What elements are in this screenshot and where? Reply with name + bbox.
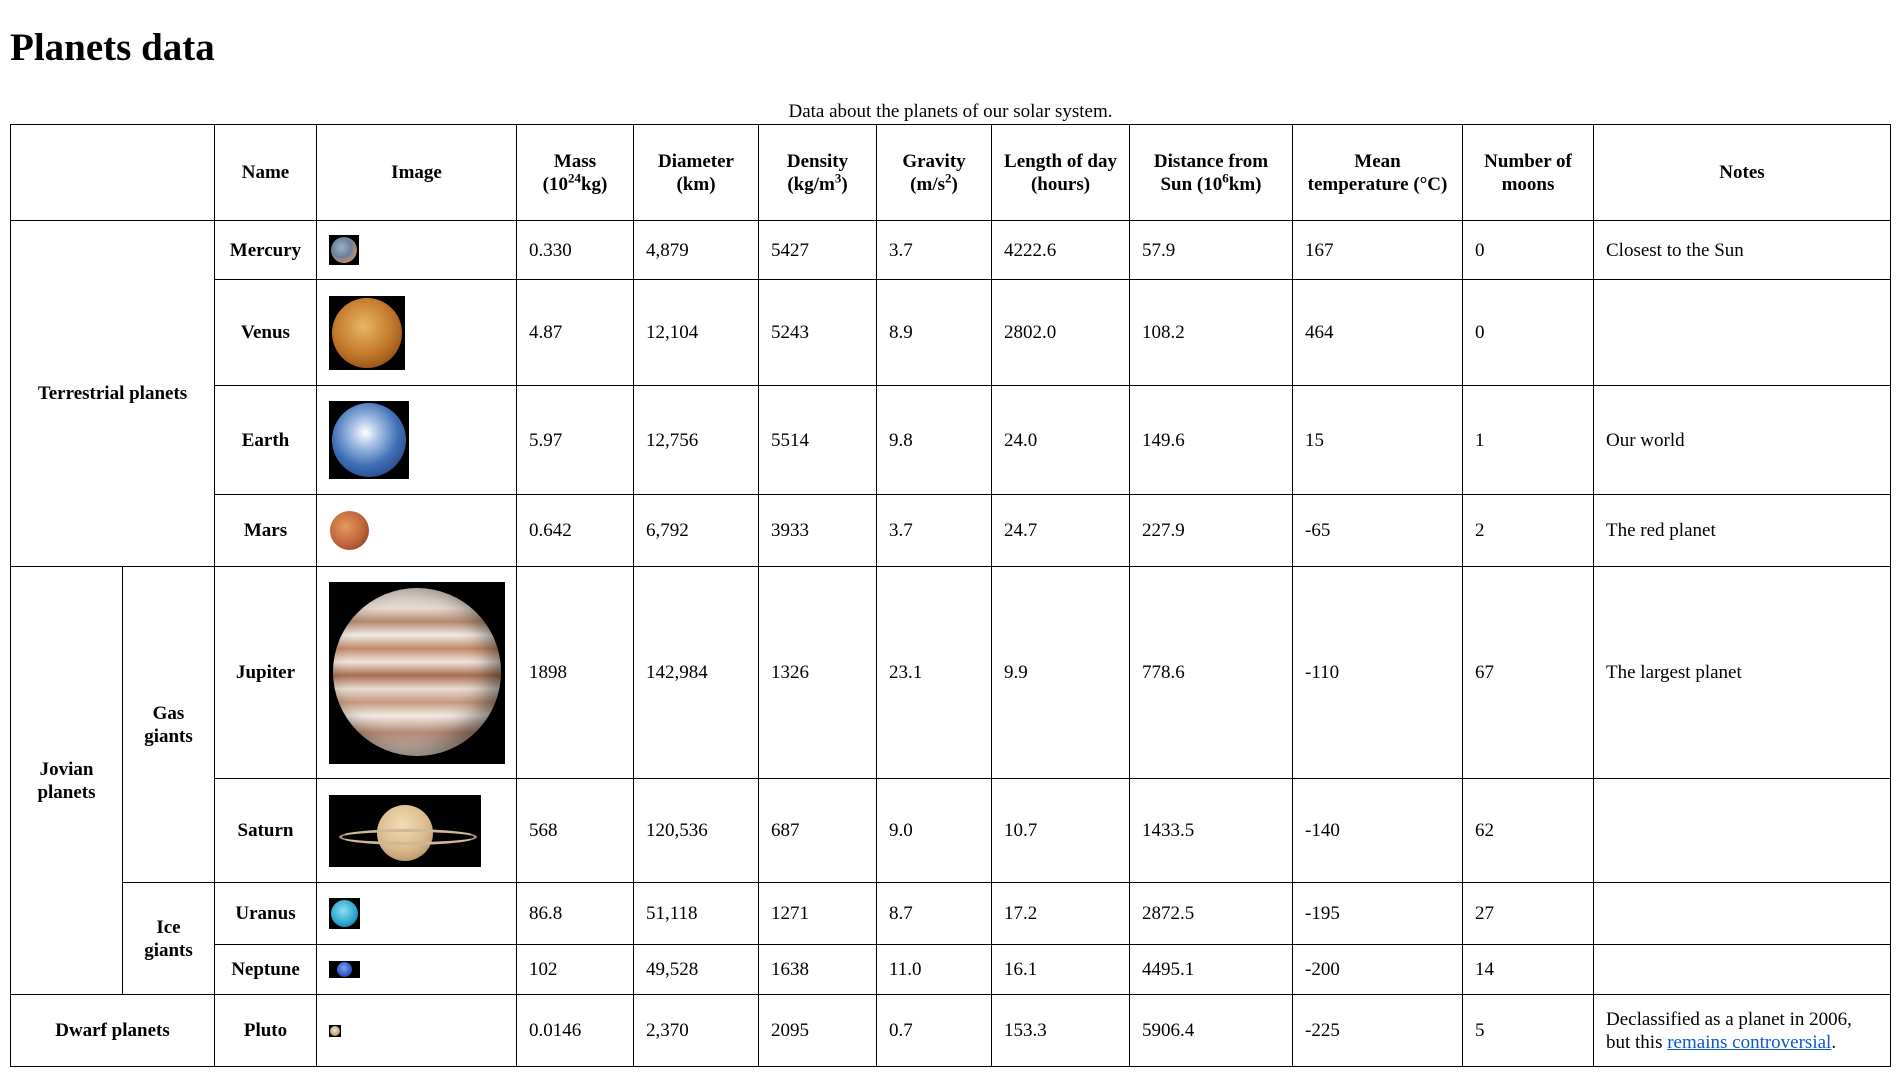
density-cell: 1638 bbox=[759, 945, 877, 995]
table-row bbox=[11, 995, 1891, 1067]
planet-name: Venus bbox=[215, 280, 317, 386]
diameter-cell: 6,792 bbox=[634, 495, 759, 567]
diameter-cell: 49,528 bbox=[634, 945, 759, 995]
temp-cell: 464 bbox=[1293, 280, 1463, 386]
day-cell: 10.7 bbox=[992, 779, 1130, 883]
col-gravity: Gravity $(m/s^2)$ bbox=[877, 125, 992, 221]
temp-cell: -110 bbox=[1293, 567, 1463, 779]
col-notes: Notes bbox=[1594, 125, 1891, 221]
gravity-cell: 11.0 bbox=[877, 945, 992, 995]
table-row bbox=[11, 386, 1891, 495]
temp-cell: -65 bbox=[1293, 495, 1463, 567]
planet-name: Mercury bbox=[215, 221, 317, 280]
day-cell: 2802.0 bbox=[992, 280, 1130, 386]
neptune-image bbox=[329, 961, 360, 978]
gravity-cell: 3.7 bbox=[877, 221, 992, 280]
table-row bbox=[11, 883, 1891, 945]
distance-cell: 2872.5 bbox=[1130, 883, 1293, 945]
pluto-image bbox=[329, 1025, 341, 1037]
moons-cell: 1 bbox=[1463, 386, 1594, 495]
notes-cell: Closest to the Sun bbox=[1594, 221, 1891, 280]
temp-cell: -225 bbox=[1293, 995, 1463, 1067]
density-cell: 5243 bbox=[759, 280, 877, 386]
notes-cell bbox=[1594, 945, 1891, 995]
mass-cell: 0.330 bbox=[517, 221, 634, 280]
moons-cell: 5 bbox=[1463, 995, 1594, 1067]
moons-cell: 14 bbox=[1463, 945, 1594, 995]
moons-cell: 2 bbox=[1463, 495, 1594, 567]
moons-cell: 0 bbox=[1463, 280, 1594, 386]
gravity-cell: 3.7 bbox=[877, 495, 992, 567]
mars-image bbox=[329, 510, 370, 551]
day-cell: 24.0 bbox=[992, 386, 1130, 495]
density-cell: 3933 bbox=[759, 495, 877, 567]
col-mass: Mass $(10^{24}kg)$ bbox=[517, 125, 634, 221]
diameter-cell: 51,118 bbox=[634, 883, 759, 945]
group-ice-giants: Ice giants bbox=[123, 883, 215, 995]
table-row bbox=[11, 221, 1891, 280]
mass-cell: 4.87 bbox=[517, 280, 634, 386]
diameter-cell: 4,879 bbox=[634, 221, 759, 280]
planet-name: Neptune bbox=[215, 945, 317, 995]
col-moons: Number of moons bbox=[1463, 125, 1594, 221]
table-row bbox=[11, 567, 1891, 779]
jupiter-image bbox=[329, 582, 505, 764]
mass-cell: 86.8 bbox=[517, 883, 634, 945]
mass-cell: 102 bbox=[517, 945, 634, 995]
temp-cell: -195 bbox=[1293, 883, 1463, 945]
mass-cell: 1898 bbox=[517, 567, 634, 779]
header-row bbox=[11, 125, 1891, 221]
table-row bbox=[11, 945, 1891, 995]
corner-cell bbox=[11, 125, 215, 221]
density-cell: 5514 bbox=[759, 386, 877, 495]
table-row bbox=[11, 495, 1891, 567]
venus-image bbox=[329, 296, 405, 370]
controversial-link[interactable]: remains controversial bbox=[1667, 1031, 1832, 1053]
density-cell: 5427 bbox=[759, 221, 877, 280]
table-row bbox=[11, 280, 1891, 386]
moons-cell: 27 bbox=[1463, 883, 1594, 945]
earth-image bbox=[329, 401, 409, 479]
col-density: Density $(kg/m^3)$ bbox=[759, 125, 877, 221]
planet-name: Mars bbox=[215, 495, 317, 567]
moons-cell: 62 bbox=[1463, 779, 1594, 883]
gravity-cell: 8.9 bbox=[877, 280, 992, 386]
day-cell: 153.3 bbox=[992, 995, 1130, 1067]
gravity-cell: 0.7 bbox=[877, 995, 992, 1067]
density-cell: 1326 bbox=[759, 567, 877, 779]
density-cell: 1271 bbox=[759, 883, 877, 945]
notes-cell: Our world bbox=[1594, 386, 1891, 495]
notes-cell bbox=[1594, 280, 1891, 386]
col-temp: Mean temperature (°C) bbox=[1293, 125, 1463, 221]
gravity-cell: 23.1 bbox=[877, 567, 992, 779]
mass-cell: 0.0146 bbox=[517, 995, 634, 1067]
saturn-image bbox=[329, 795, 481, 867]
notes-cell: The largest planet bbox=[1594, 567, 1891, 779]
notes-cell: Declassified as a planet in 2006, but this remains controversial. bbox=[1594, 995, 1891, 1067]
temp-cell: -200 bbox=[1293, 945, 1463, 995]
distance-cell: 108.2 bbox=[1130, 280, 1293, 386]
planet-name: Uranus bbox=[215, 883, 317, 945]
density-cell: 687 bbox=[759, 779, 877, 883]
mass-cell: 568 bbox=[517, 779, 634, 883]
col-name: Name bbox=[215, 125, 317, 221]
uranus-image bbox=[329, 898, 360, 929]
distance-cell: 5906.4 bbox=[1130, 995, 1293, 1067]
planet-name: Pluto bbox=[215, 995, 317, 1067]
group-gas-giants: Gas giants bbox=[123, 567, 215, 883]
day-cell: 9.9 bbox=[992, 567, 1130, 779]
gravity-cell: 9.0 bbox=[877, 779, 992, 883]
mass-cell: 0.642 bbox=[517, 495, 634, 567]
density-cell: 2095 bbox=[759, 995, 877, 1067]
planets-table bbox=[10, 100, 1891, 1067]
planet-name: Earth bbox=[215, 386, 317, 495]
day-cell: 4222.6 bbox=[992, 221, 1130, 280]
temp-cell: -140 bbox=[1293, 779, 1463, 883]
planet-name: Saturn bbox=[215, 779, 317, 883]
gravity-cell: 8.7 bbox=[877, 883, 992, 945]
page-title: Planets data bbox=[10, 26, 215, 69]
notes-cell bbox=[1594, 883, 1891, 945]
moons-cell: 0 bbox=[1463, 221, 1594, 280]
notes-cell: The red planet bbox=[1594, 495, 1891, 567]
distance-cell: 1433.5 bbox=[1130, 779, 1293, 883]
col-diameter: Diameter (km) bbox=[634, 125, 759, 221]
group-jovian: Jovian planets bbox=[11, 567, 123, 995]
diameter-cell: 142,984 bbox=[634, 567, 759, 779]
col-image: Image bbox=[317, 125, 517, 221]
notes-cell bbox=[1594, 779, 1891, 883]
distance-cell: 149.6 bbox=[1130, 386, 1293, 495]
diameter-cell: 12,756 bbox=[634, 386, 759, 495]
moons-cell: 67 bbox=[1463, 567, 1594, 779]
diameter-cell: 2,370 bbox=[634, 995, 759, 1067]
group-dwarf: Dwarf planets bbox=[11, 995, 215, 1067]
diameter-cell: 120,536 bbox=[634, 779, 759, 883]
temp-cell: 15 bbox=[1293, 386, 1463, 495]
mass-cell: 5.97 bbox=[517, 386, 634, 495]
col-distance: Distance from Sun $(10^6km)$ bbox=[1130, 125, 1293, 221]
distance-cell: 57.9 bbox=[1130, 221, 1293, 280]
mercury-image bbox=[329, 235, 359, 265]
table-caption: Data about the planets of our solar system. bbox=[788, 101, 1113, 122]
table-row bbox=[11, 779, 1891, 883]
col-day: Length of day (hours) bbox=[992, 125, 1130, 221]
group-terrestrial: Terrestrial planets bbox=[11, 221, 215, 567]
day-cell: 24.7 bbox=[992, 495, 1130, 567]
day-cell: 16.1 bbox=[992, 945, 1130, 995]
temp-cell: 167 bbox=[1293, 221, 1463, 280]
distance-cell: 227.9 bbox=[1130, 495, 1293, 567]
distance-cell: 4495.1 bbox=[1130, 945, 1293, 995]
diameter-cell: 12,104 bbox=[634, 280, 759, 386]
distance-cell: 778.6 bbox=[1130, 567, 1293, 779]
gravity-cell: 9.8 bbox=[877, 386, 992, 495]
day-cell: 17.2 bbox=[992, 883, 1130, 945]
planet-name: Jupiter bbox=[215, 567, 317, 779]
